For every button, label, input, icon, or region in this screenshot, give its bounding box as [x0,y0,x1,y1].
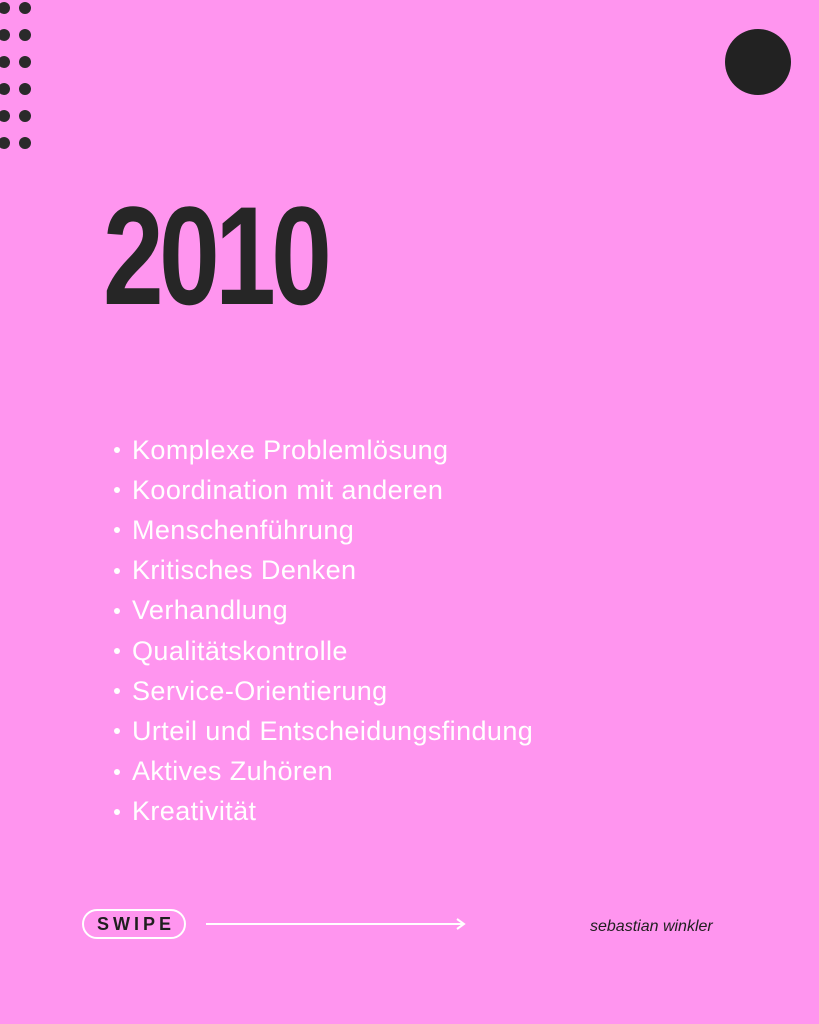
dot [0,83,10,95]
list-item [114,752,533,792]
bullet-icon [114,728,120,734]
author-name: sebastian winkler [590,918,713,935]
list-item [114,711,533,751]
list-item [114,430,533,470]
bullet-icon [114,809,120,815]
skill-label: Verhandlung [132,595,289,626]
bullet-icon [114,527,120,533]
skills-list [114,430,533,832]
bullet-icon [114,608,120,614]
list-item [114,510,533,550]
dot [19,56,31,68]
arrow-right-icon [206,917,468,931]
circle-decoration [725,29,791,95]
swipe-button[interactable]: SWIPE [82,909,186,939]
dot [19,83,31,95]
skill-label: Komplexe Problemlösung [132,434,449,465]
dot [19,2,31,14]
dot [19,29,31,41]
dot [0,137,10,149]
skill-label: Service-Orientierung [132,675,388,706]
skill-label: Kreativität [132,796,257,827]
bullet-icon [114,568,120,574]
skill-label: Urteil und Entscheidungsfindung [132,715,534,746]
year-heading: 2010 [103,177,328,334]
list-item [114,470,533,510]
list-item [114,551,533,591]
skill-label: Koordination mit anderen [132,474,444,505]
dot [19,137,31,149]
list-item [114,671,533,711]
skill-label: Aktives Zuhören [132,756,334,787]
dot [0,110,10,122]
dot [0,2,10,14]
skill-label: Kritisches Denken [132,555,357,586]
dot-grid-decoration [0,2,38,152]
skill-label: Qualitätskontrolle [132,635,348,666]
bullet-icon [114,487,120,493]
dot [19,110,31,122]
list-item [114,792,533,832]
bullet-icon [114,769,120,775]
bullet-icon [114,648,120,654]
dot [0,29,10,41]
list-item [114,591,533,631]
bullet-icon [114,447,120,453]
bullet-icon [114,688,120,694]
skill-label: Menschenführung [132,514,355,545]
dot [0,56,10,68]
list-item [114,631,533,671]
